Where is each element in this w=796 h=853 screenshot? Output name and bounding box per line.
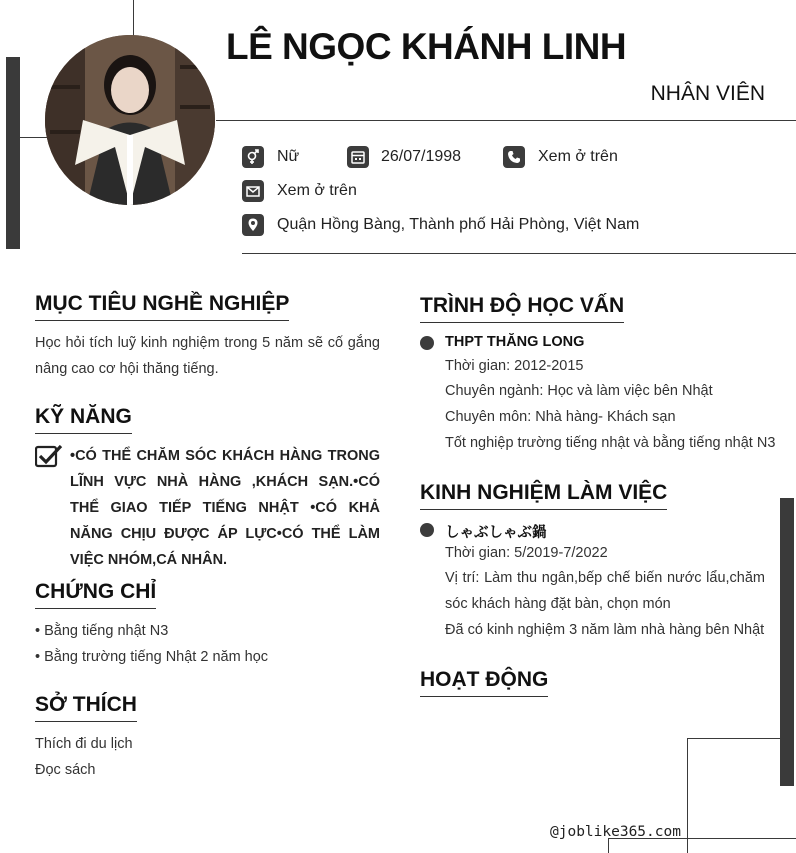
bottom-tick (608, 838, 609, 853)
candidate-name: LÊ NGỌC KHÁNH LINH (226, 26, 627, 67)
education-bullet (420, 336, 434, 350)
hobbies-title: SỞ THÍCH (35, 693, 137, 722)
left-accent-bar (6, 57, 20, 249)
gender-icon (242, 146, 264, 168)
left-horizontal-line (20, 137, 48, 138)
skills-text: •CÓ THỂ CHĂM SÓC KHÁCH HÀNG TRONG LĨNH VỰC NHÀ HÀNG ,KHÁCH SẠN.•CÓ THỂ GIAO TIẾP TIẾNG NHẬT •CÓ KHẢ NĂNG CHỊU ĐƯỢC ÁP LỰC•CÓ THỂ LÀM VIỆC NHÓM,CÁ NHÂN. (70, 448, 380, 568)
bottom-frame-vertical (687, 738, 688, 853)
phone-value: Xem ở trên (538, 148, 618, 165)
calendar-icon (347, 146, 369, 168)
certificates-title: CHỨNG CHỈ (35, 580, 156, 609)
candidate-role: NHÂN VIÊN (650, 82, 765, 105)
bottom-frame-horizontal (687, 738, 780, 739)
education-title: TRÌNH ĐỘ HỌC VẤN (420, 294, 624, 323)
experience-note: Đã có kinh nghiệm 3 năm làm nhà hàng bên Nhật (445, 622, 765, 638)
certificate-item: • Bằng tiếng nhật N3 (35, 623, 169, 639)
phone-icon (503, 146, 525, 168)
contact-divider (242, 253, 796, 254)
hobby-item: Thích đi du lịch (35, 736, 133, 752)
birthday-value: 26/07/1998 (381, 148, 462, 165)
education-line: Chuyên ngành: Học và làm việc bên Nhật (445, 383, 713, 399)
profile-photo (45, 35, 215, 205)
experience-position: Vị trí: Làm thu ngân,bếp chế biến nước lẩu,chăm sóc khách hàng đặt bàn, chọn món (445, 570, 765, 612)
experience-title: KINH NGHIỆM LÀM VIỆC (420, 481, 667, 510)
checkbox-icon (35, 444, 63, 468)
objective-text: Học hỏi tích luỹ kinh nghiệm trong 5 năm sẽ cố gắng nâng cao cơ hội thăng tiếng. (35, 335, 380, 377)
watermark: @joblike365.com (550, 824, 681, 840)
address-value: Quận Hồng Bàng, Thành phố Hải Phòng, Việt Nam (277, 216, 640, 233)
company-name: しゃぶしゃぶ鍋 (445, 525, 547, 541)
education-line: Thời gian: 2012-2015 (445, 358, 584, 374)
certificate-item: • Bằng trường tiếng Nhật 2 năm học (35, 649, 269, 665)
gender-value: Nữ (277, 148, 300, 165)
hobby-item: Đọc sách (35, 762, 96, 778)
experience-period: Thời gian: 5/2019-7/2022 (445, 545, 608, 561)
education-line: Chuyên môn: Nhà hàng- Khách sạn (445, 409, 676, 425)
top-vertical-line (133, 0, 134, 40)
email-value: Xem ở trên (277, 182, 357, 199)
activities-title: HOẠT ĐỘNG (420, 668, 548, 697)
education-line: Tốt nghiệp trường tiếng nhật và bằng tiếng nhật N3 (445, 435, 776, 451)
skills-title: KỸ NĂNG (35, 405, 132, 434)
right-accent-bar (780, 498, 794, 786)
header-divider (216, 120, 796, 121)
location-icon (242, 214, 264, 236)
email-icon (242, 180, 264, 202)
experience-bullet (420, 523, 434, 537)
school-name: THPT THĂNG LONG (445, 334, 585, 350)
objective-title: MỤC TIÊU NGHỀ NGHIỆP (35, 292, 289, 321)
